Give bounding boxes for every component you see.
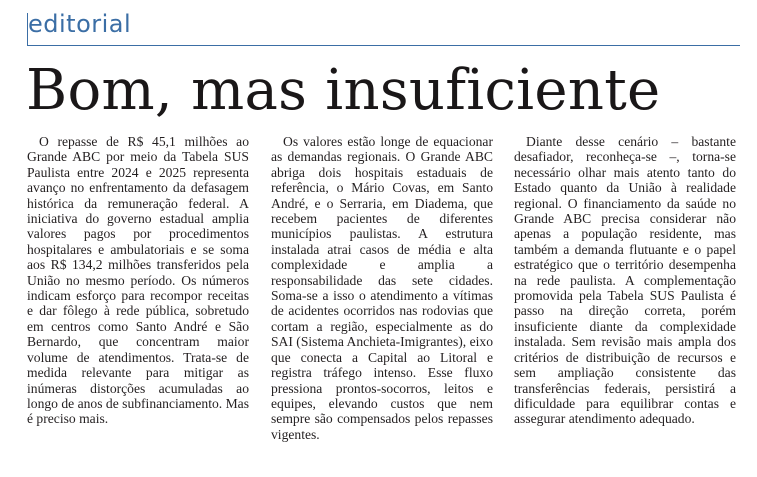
- article-column-2: [271, 134, 493, 442]
- article-column-3: [514, 134, 736, 427]
- article-column-1: [27, 134, 249, 427]
- section-label: editorial: [28, 10, 132, 38]
- section-divider: [27, 45, 740, 46]
- column-3-paragraph: Diante desse cenário – bastante desafiador, reconheça-se –, torna-se necessário olhar mais atento tanto do Estado quanto da União à realidade regional. O financiamento da saúde no Grande ABC precisa considerar não apenas a população residente, mas também a demanda flutuante e o papel estratégico que o território desempenha na rede paulista. A complementação promovida pela Tabela SUS Paulista é passo na direção correta, porém insuficiente diante da complexidade instalada. Sem revisão mais ampla dos critérios de distribuição de recursos e sem ampliação consistente das transferências federais, persistirá a dificuldade para equilibrar contas e assegurar atendimento adequado.: [514, 134, 736, 427]
- headline: Bom, mas insuficiente: [26, 58, 661, 123]
- column-1-paragraph: O repasse de R$ 45,1 milhões ao Grande ABC por meio da Tabela SUS Paulista entre 2024 e 2025 representa avanço no enfrentamento da defasagem histórica da remuneração federal. A iniciativa do governo estadual amplia valores pagos por procedimentos hospitalares e ambulatoriais e se soma aos R$ 134,2 milhões transferidos pela União no mesmo período. Os números indicam esforço para recompor receitas e dar fôlego à rede pública, sobretudo em centros como Santo André e São Bernardo, que concentram maior volume de atendimentos. Trata-se de medida relevante para mitigar as inúmeras distorções acumuladas ao longo de anos de subfinanciamento. Mas é preciso mais.: [27, 134, 249, 427]
- column-2-paragraph: Os valores estão longe de equacionar as demandas regionais. O Grande ABC abriga dois hospitais estaduais de referência, o Mário Covas, em Santo André, e o Serraria, em Diadema, que recebem pacientes de diferentes municípios paulistas. A estrutura instalada atrai casos de média e alta complexidade e amplia a responsabilidade das sete cidades. Soma-se a isso o atendimento a vítimas de acidentes ocorridos nas rodovias que cortam a região, especialmente as do SAI (Sistema Anchieta-Imigrantes), eixo que conecta a Capital ao Litoral e registra tráfego intenso. Esse fluxo pressiona prontos-socorros, leitos e equipes, elevando custos que nem sempre são compensados pelos repasses vigentes.: [271, 134, 493, 442]
